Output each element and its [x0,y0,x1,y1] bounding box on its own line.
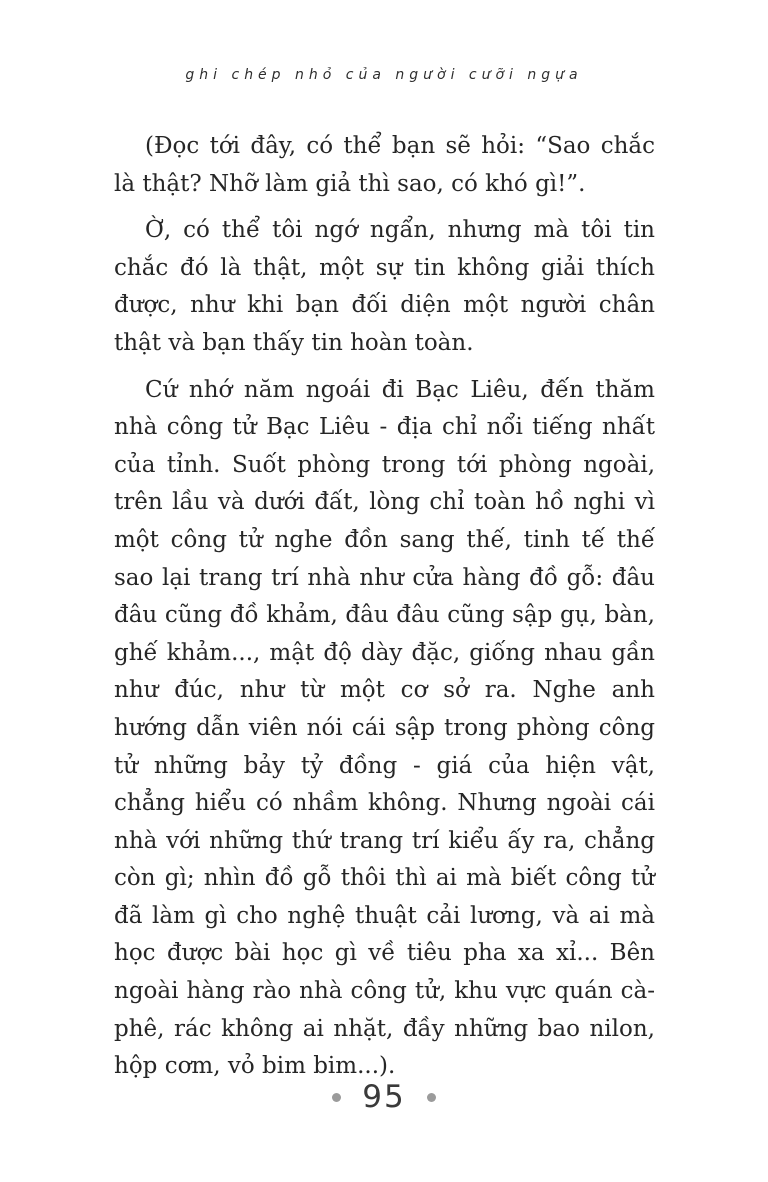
paragraph-2: Ờ, có thể tôi ngớ ngẩn, nhưng mà tôi tin chắc đó là thật, một sự tin không giải thích được, như khi bạn đối diện một người chân thật và bạn thấy tin hoàn toàn. [114,217,655,356]
page-number: 95 [362,1079,406,1115]
paragraph-1: (Đọc tới đây, có thể bạn sẽ hỏi: “Sao chắc là thật? Nhỡ làm giả thì sao, có khó gì!”. [114,133,655,197]
footer-dot-left-icon [332,1093,341,1102]
paragraph-3: Cứ nhớ năm ngoái đi Bạc Liêu, đến thăm nhà công tử Bạc Liêu - địa chỉ nổi tiếng nhất của tỉnh. Suốt phòng trong tới phòng ngoài, trên lầu và dưới đất, lòng chỉ toàn hồ nghi vì một công tử nghe đồn sang thế, tinh tế thế sao lại trang trí nhà như cửa hàng đồ gỗ: đâu đâu cũng đồ khảm, đâu đâu cũng sập gụ, bàn, ghế khảm..., mật độ dày đặc, giống nhau gần như đúc, như từ một cơ sở ra. Nghe anh hướng dẫn viên nói cái sập trong phòng công tử những bảy tỷ đồng - giá của hiện vật, chẳng hiểu có nhầm không. Nhưng ngoài cái nhà với những thứ trang trí kiểu ấy ra, chẳng còn gì; nhìn đồ gỗ thôi thì ai mà biết công tử đã làm gì cho nghệ thuật cải lương, và ai mà học được bài học gì về tiêu pha xa xỉ... Bên ngoài hàng rào nhà công tử, khu vực quán cà-phê, rác không ai nhặt, đầy những bao nilon, hộp cơm, vỏ bim bim...). [114,376,655,1080]
page-footer [0,1079,768,1115]
footer-dot-right-icon [427,1093,436,1102]
running-header: ghi chép nhỏ của người cưỡi ngựa [185,67,583,83]
body-text [114,128,655,1095]
